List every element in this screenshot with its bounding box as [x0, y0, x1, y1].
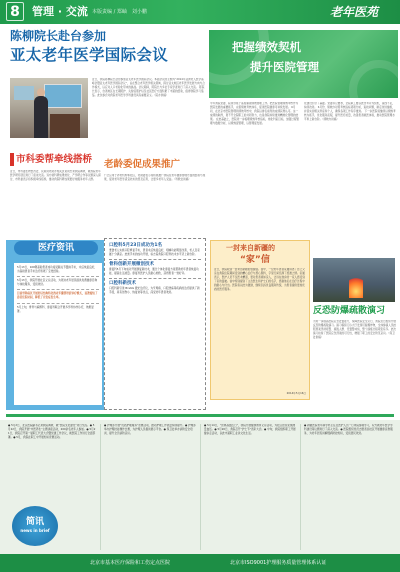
- science-committee-body: 近日，市科委生物医药处、民政局老龄办相关负责同志来我院调研，就我院老年医学研究项目进行了座谈交流。双方就科研成果转化、产学研合作等议题深入探讨，市科委表示将积极牵线搭桥，推动我院科研成果更好地服务老年人群。: [10, 170, 101, 182]
- medical-news-item: 5月上旬，骨科与麻醉科、康复科联合开展多学科协作诊疗，效果显著。: [17, 305, 94, 313]
- page-header: [0, 0, 400, 24]
- news-logo-subtitle: news in brief: [20, 528, 50, 533]
- lead-paragraph-2: 陈院长表示，台湾地区在长期照护、失智症照护以及社区医疗方面积累了丰富的经验，值得我院学习借鉴。此次参会对我院老年医学学科建设具有重要意义。（院办供稿）: [92, 86, 205, 98]
- lead-headline: 亚太老年医学国际会议: [10, 46, 169, 64]
- section-title: 管理 · 交流: [32, 5, 88, 18]
- footer-right-text: 北京市ISO9001护理服务质量管理体系认证: [230, 560, 327, 566]
- footer-left-text: 北京市基本医疗保险和工伤定点医院: [90, 560, 171, 566]
- department-news-box: [104, 238, 206, 410]
- medical-news-item: 5月13日，我院开展社区义诊活动，为周边老年居民提供免费健康咨询与体检服务，受到欢迎。: [17, 279, 98, 287]
- divider: [109, 259, 201, 260]
- dept-item-1-body: 耄耋老人实施口腔修复手术，患者术后恢复良好，咀嚼功能明显改善，老人及家属十分满意。此类手术的成功开展，标志着我院口腔科技术水平迈上新台阶。: [109, 249, 200, 257]
- letter-title-line2: “家”信: [240, 255, 270, 265]
- banner-line-2: 提升医院管理: [250, 60, 319, 74]
- lead-paragraph-1: 近日，我院陈柳院长赴台参加亚太老年医学国际会议。本届会议的主题为“2014年亚洲老人医学高峰会暨亚太老年医学国际会议”，旨在整合老年医学相关领域，探讨亚太地区老年医学发展方向与合作模式，以应对人口老龄化带来的挑战。会议期间，陈院长与多位专家学者进行了深入交流。: [92, 78, 205, 90]
- dept-item-3-title: 口腔科新技术: [109, 281, 136, 287]
- divider: [17, 303, 99, 304]
- page-footer: [0, 554, 400, 572]
- performance-p5: 6月份，绩效办对照考核指标逐项分析，查找问题，制定改进措施，并落实到相关科室和个人，确保各项工作有序推进。: [304, 106, 395, 114]
- divider: [109, 278, 201, 279]
- dept-item-1-title: 口腔科5月23日成功为1名: [109, 243, 163, 248]
- medical-news-item: 5月13日，109例高龄患者成功接受髋关节置换手术，术后恢复良好，为高龄患者手术治疗积累了宝贵经验。: [17, 266, 97, 274]
- photo-speaker: [34, 96, 48, 138]
- performance-p3: 在此基础上，医院进一步梳理绩效考核指标，细化科室目标，加强过程管理与数据分析，以绩效促管理，以管理促发展。: [210, 118, 300, 126]
- dept-item-2-body: 康复科5月下旬成功开展康复新技术，通过个体化康复方案帮助老年患者恢复功能，提高生活质量。康复科医护人员耐心细致，获得患者一致好评。: [109, 268, 199, 276]
- column-rule: [200, 424, 201, 550]
- banner-decoration-2: [349, 60, 398, 98]
- aging-committee-body: 广泛应用于养老机构和社区，老龄委表示将积极推广我院在老年健康管理方面的经验与成果，促进老年医学适宜技术的普及应用，让更多老年人受益。（科教处供稿）: [104, 174, 206, 182]
- medical-news-item: 目前骨科病区开展的以结构特化的老年髋部骨折诊疗模式，显著缩短了患者住院时间，降低了并发症发生率。: [17, 292, 98, 300]
- performance-article-col2: [304, 102, 396, 236]
- brief-column-2: ● 护理部开展“优质护理服务”竞赛活动，推动护理工作质量持续提升。● 护理部举办护理技能操作比赛，为护理人员提供展示平台。● 保卫处举办消防安全培训，提升全员消防意识。: [104, 424, 196, 436]
- banner-line-1: 把握绩效契机: [232, 40, 301, 54]
- fire-flame: [349, 276, 363, 298]
- banner-decoration: [209, 30, 269, 85]
- editor-credit: 本版责编 / 郑岫 刘小鹏: [92, 9, 147, 15]
- fire-drill-body: 为进一步提高医院应急处置能力，保障医院安全运行，我院近日组织开展反恐防爆疏散演习。演习模拟门诊大厅发现可疑爆炸物，全体参演人员按照预案迅速报警、疏散人群、设置警戒线，整个演练过程紧张有序。此次演习检验了医院应急预案的可行性，增强了职工的安全防范意识。（保卫处供稿）: [313, 320, 396, 340]
- medical-news-list: [14, 263, 102, 405]
- fire-drill-photo: [313, 258, 395, 302]
- performance-p6: 下一步医院将继续以绩效考核为抓手，优化服务流程，提升医疗质量，改善患者就医体验，推动医院管理水平再上新台阶。（绩效办供稿）: [304, 110, 396, 122]
- letter-body: 近日，我院收到一封来自新疆的感谢信。信中，一位老年患者家属讲述了自己父亲在我院住院期间受到的精心治疗与悉心照料，字里行间充满了感激之情。家属表示，医护人员不仅医术精湛，更对患者视如亲人，让远在他乡的一家人感受到了家的温暖。信中特别提到了主治医生和护士们的名字，感谢他们在治疗过程中的耐心与付出。医院将以此为激励，继续弘扬优良服务传统，为患者提供更加优质的医疗服务。: [214, 268, 305, 292]
- lead-body: [92, 78, 206, 148]
- divider: [17, 289, 99, 290]
- photo-screen-left: [14, 86, 34, 100]
- brief-column-4: ● 新疆医院老年病学科主任及医护人员一行来院参观学习，双方就老年医学学科建设等议题进行了深入交流。● 医院组织党员志愿者到社区开展健康宣教服务，为老年居民讲解慢病防控知识，受到居民欢迎。: [304, 424, 393, 436]
- photo-screen: [44, 84, 82, 108]
- lead-kicker: [10, 28, 106, 44]
- fire-drill-title: 反恐防爆疏散演习: [313, 306, 386, 316]
- brand-logo: 老年医苑: [330, 5, 379, 19]
- letter-date: 2014年5月16日: [286, 392, 306, 395]
- performance-p1: 今年我院党委、院领导班子高度重视绩效管理工作。把医院管理绩效考核作为医院发展的重要抓手，完善绩效考核体系，促进医院健康可持续发展。: [210, 102, 299, 110]
- brief-column-1: ● 5月2日，北京医院副书记来我院调研，就“医院文化建设”进行交流。● 5月22日，我院开展“中医养生”主题讲座活动，200余名老年人参加。● 5月21日，我院召开第一届职工代表大会暨党建工作会议，就医院工作进行全面部署。● 5月，我院在职工中开展知识竞赛活动。: [8, 424, 96, 440]
- medical-news-title: 医疗资讯: [14, 241, 98, 255]
- performance-p2: 6月初，在北京市医院管理局绩效考核中，我院以排名前列的成绩获得认可。这一成绩的取得，离不开全院职工的共同努力，也是我院持续推进精细化管理的结果。: [210, 106, 299, 122]
- performance-p4: 化建设打好了基础。党委书记要求，全院职工要以此次考评为契机，查找不足，持续改进。: [304, 102, 395, 110]
- news-in-brief-logo: [12, 506, 58, 546]
- dept-item-2-title: 骨科创新开展微创技术: [109, 262, 154, 268]
- column-rule: [100, 424, 101, 550]
- section-divider: [6, 414, 394, 417]
- aging-committee-title: 老龄委促成果推广: [104, 159, 181, 170]
- performance-article-col1: [210, 102, 300, 236]
- column-rule: [300, 424, 301, 550]
- conference-photo: [10, 78, 88, 138]
- lead-kicker-prefix: 陈柳: [10, 29, 35, 43]
- lead-kicker-text: 院长赴台参加: [34, 29, 107, 43]
- science-committee-title: 市科委帮牵线搭桥: [16, 154, 93, 165]
- divider: [17, 276, 99, 277]
- brief-column-3: ● 5月14日，“世界高血压日”，我院开展健康教育义诊活动，为社区居民免费测量血压。● 5月20日，我院召开“护士节”表彰大会。● 中旬，我院组织职工开展健步走活动，以此丰富职工业余文化生活。: [204, 424, 296, 436]
- dept-item-3-body: 口腔科新引进 Bi-VAG 激光治疗仪，为牙周病、口腔溃疡等疾病的治疗提供了新手段，具有创伤小、恢复快等优点，深受老年患者欢迎。: [109, 287, 200, 295]
- page-number: 8: [6, 2, 24, 21]
- letter-title-line1: 一封来自新疆的: [226, 244, 275, 252]
- news-logo-title: 简讯: [25, 517, 44, 527]
- photo-lectern: [50, 114, 80, 138]
